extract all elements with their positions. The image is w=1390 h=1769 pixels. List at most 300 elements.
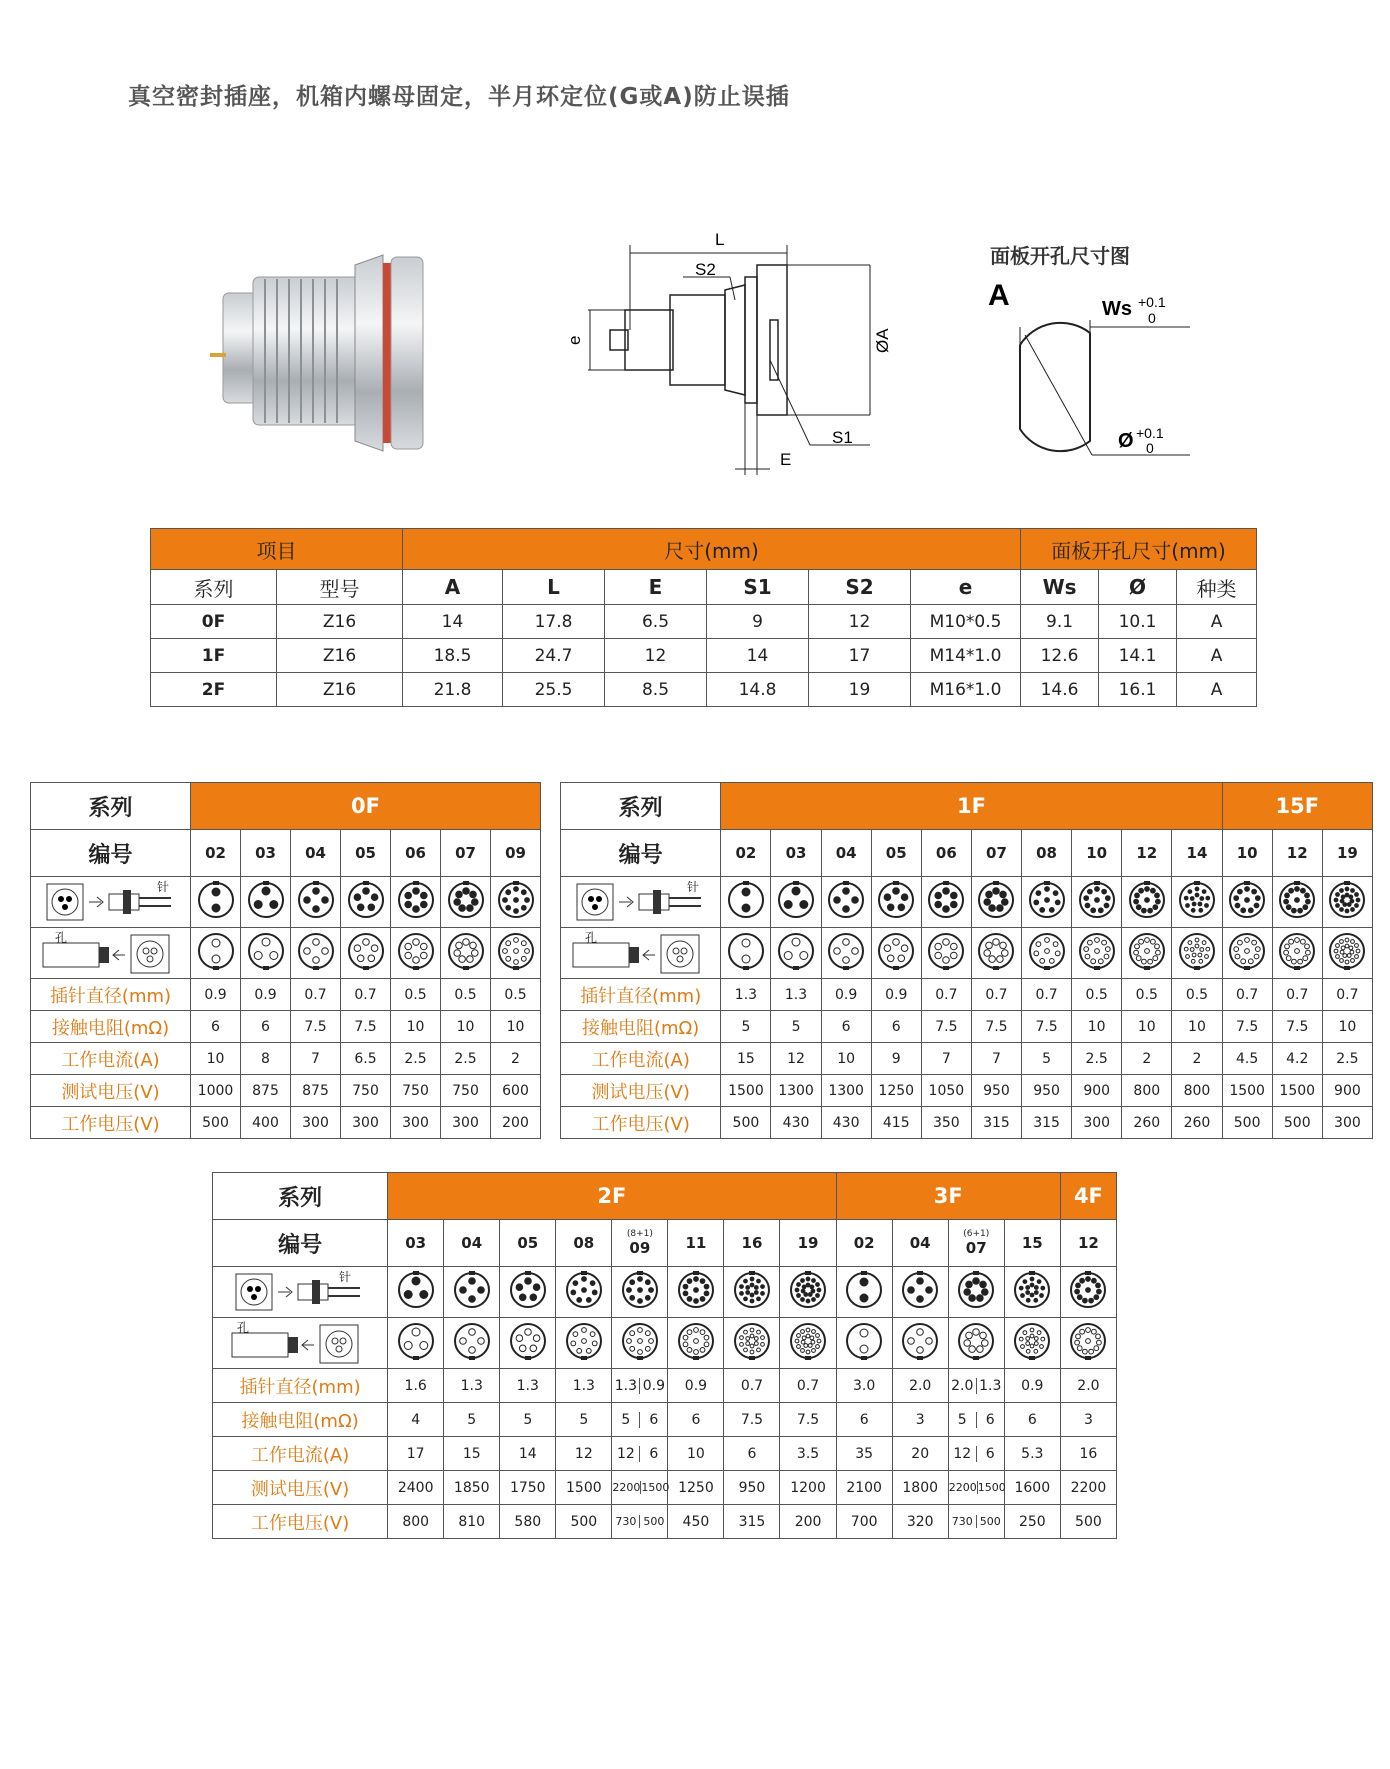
dim-label-e: e	[565, 335, 584, 345]
pin-face-cell	[892, 1267, 948, 1318]
table-cell: 700	[836, 1505, 892, 1539]
pin-face-icon	[1227, 880, 1267, 920]
table-cell: 1750	[500, 1471, 556, 1505]
socket-face-icon	[508, 1321, 548, 1361]
table-cell: 6	[821, 1011, 871, 1043]
socket-face-cell	[971, 928, 1021, 979]
pin-face-row	[561, 877, 1373, 928]
table-cell: 950	[724, 1471, 780, 1505]
table-cell: 600	[491, 1075, 541, 1107]
code-value: 06	[405, 844, 426, 862]
code-cell	[948, 1220, 1004, 1267]
pin-face-cell	[921, 877, 971, 928]
table-cell: 450	[668, 1505, 724, 1539]
socket-face-icon	[452, 1321, 492, 1361]
table-cell: 6.5	[341, 1043, 391, 1075]
table-cell: 1050	[921, 1075, 971, 1107]
table-cell: 260	[1122, 1107, 1172, 1139]
table-cell: 1250	[668, 1471, 724, 1505]
code-value: 03	[255, 844, 276, 862]
code-value: 12	[1136, 844, 1158, 862]
pin-face-cell	[1072, 877, 1122, 928]
code-cell	[500, 1220, 556, 1267]
table-cell: 2.5	[391, 1043, 441, 1075]
column-header: S1	[707, 570, 809, 605]
table-cell: 0.9	[241, 979, 291, 1011]
table-cell: 5	[556, 1403, 612, 1437]
table-cell: 14	[707, 639, 809, 673]
socket-face-icon	[726, 931, 766, 971]
code-value: 07	[965, 1238, 987, 1257]
socket-face-icon	[876, 931, 916, 971]
table-cell: 10	[191, 1043, 241, 1075]
pin-face-row	[213, 1267, 1117, 1318]
table-row	[561, 979, 1373, 1011]
column-header: E	[605, 570, 707, 605]
code-note: (6+1)	[963, 1228, 990, 1239]
table-cell: 500	[1060, 1505, 1116, 1539]
pin-face-icon	[564, 1270, 604, 1310]
pin-face-icon	[246, 880, 286, 920]
table-cell: 1.3	[444, 1369, 500, 1403]
code-value: 06	[935, 844, 957, 862]
table-cell: 950	[971, 1075, 1021, 1107]
table-cell: 1500	[721, 1075, 771, 1107]
table-cell: 7.5	[971, 1011, 1021, 1043]
socket-face-cell	[500, 1318, 556, 1369]
plug-legend-icon	[220, 1268, 380, 1316]
pin-face-cell	[556, 1267, 612, 1318]
socket-face-cell	[668, 1318, 724, 1369]
pin-face-cell	[948, 1267, 1004, 1318]
pin-face-cell	[1004, 1267, 1060, 1318]
socket-face-cell	[1122, 928, 1172, 979]
table-cell: 12.6	[1021, 639, 1099, 673]
table-cell	[948, 1403, 1004, 1437]
table-cell: 15	[444, 1437, 500, 1471]
pin-face-icon	[876, 880, 916, 920]
row-label: 测试电压(V)	[31, 1075, 191, 1107]
code-value: 10	[1236, 844, 1258, 862]
socket-face-cell	[1022, 928, 1072, 979]
table-cell: 500	[721, 1107, 771, 1139]
socket-face-icon	[620, 1321, 660, 1361]
table-cell: 300	[1072, 1107, 1122, 1139]
table-cell: 1250	[871, 1075, 921, 1107]
series-title: 15F	[1222, 783, 1372, 830]
pin-face-cell	[441, 877, 491, 928]
code-cell	[1322, 830, 1372, 877]
code-cell	[441, 830, 491, 877]
socket-face-icon	[926, 931, 966, 971]
socket-face-row	[31, 928, 541, 979]
table-cell: 300	[441, 1107, 491, 1139]
pin-face-icon	[346, 880, 386, 920]
code-cell	[668, 1220, 724, 1267]
pin-table-1f-15f	[560, 782, 1373, 1139]
code-cell	[291, 830, 341, 877]
code-note: (8+1)	[626, 1228, 653, 1239]
table-cell: 0.5	[1072, 979, 1122, 1011]
table-row	[213, 1505, 1117, 1539]
series-label: 系列	[561, 783, 721, 830]
table-row	[31, 1107, 541, 1139]
table-cell: 300	[391, 1107, 441, 1139]
table-cell: 7.5	[724, 1403, 780, 1437]
table-cell	[612, 1437, 668, 1471]
table-cell: 200	[780, 1505, 836, 1539]
pin-face-cell	[191, 877, 241, 928]
socket-face-icon	[900, 1321, 940, 1361]
table-cell: 900	[1072, 1075, 1122, 1107]
table-row	[151, 673, 1257, 707]
series-title: 2F	[388, 1173, 836, 1220]
pin-face-icon	[676, 1270, 716, 1310]
split-value: 500	[979, 1515, 1001, 1528]
code-value: 02	[853, 1234, 875, 1252]
socket-face-cell	[1272, 928, 1322, 979]
table-cell: 300	[1322, 1107, 1372, 1139]
socket-face-cell	[556, 1318, 612, 1369]
table-cell: 25.5	[503, 673, 605, 707]
dim-label-S2: S2	[695, 260, 716, 279]
code-row	[31, 830, 541, 877]
socket-face-row	[213, 1318, 1117, 1369]
series-label: 系列	[31, 783, 191, 830]
socket-face-cell	[1322, 928, 1372, 979]
pin-table-2f-3f-4f	[212, 1172, 1117, 1539]
column-header: e	[911, 570, 1021, 605]
code-value: 15	[1021, 1234, 1043, 1252]
code-cell	[391, 830, 441, 877]
table-cell: 6	[668, 1403, 724, 1437]
code-cell	[1004, 1220, 1060, 1267]
table-cell: 1500	[556, 1471, 612, 1505]
table-cell: 5	[444, 1403, 500, 1437]
table-cell	[948, 1437, 1004, 1471]
table-cell: 0.7	[291, 979, 341, 1011]
split-value: 6	[985, 1445, 995, 1462]
dim-label-S1: S1	[832, 428, 853, 447]
d-tol-down: 0	[1146, 440, 1154, 456]
table-cell: M16*1.0	[911, 673, 1021, 707]
socket-face-icon	[1027, 931, 1067, 971]
table-cell: 0.7	[1022, 979, 1072, 1011]
table-cell: 10	[1072, 1011, 1122, 1043]
socket-face-icon	[196, 931, 236, 971]
pin-face-icon	[496, 880, 536, 920]
table-cell: Z16	[277, 673, 403, 707]
table-row	[151, 605, 1257, 639]
table-cell	[948, 1369, 1004, 1403]
column-header: 系列	[151, 570, 277, 605]
code-value: 02	[735, 844, 757, 862]
code-cell	[1222, 830, 1272, 877]
code-value: 08	[573, 1234, 595, 1252]
table-cell: 1.3	[721, 979, 771, 1011]
table-cell: 315	[724, 1505, 780, 1539]
code-cell	[836, 1220, 892, 1267]
table-cell: 4.2	[1272, 1043, 1322, 1075]
table-cell: 0.5	[441, 979, 491, 1011]
split-value: 6	[649, 1411, 659, 1428]
table-cell: 4	[388, 1403, 444, 1437]
pin-face-icon	[446, 880, 486, 920]
pin-face-icon	[1127, 880, 1167, 920]
socket-face-cell	[241, 928, 291, 979]
pin-face-icon	[732, 1270, 772, 1310]
code-value: 03	[785, 844, 807, 862]
split-value: 730	[949, 1515, 977, 1528]
socket-face-cell	[771, 928, 821, 979]
pin-face-cell	[444, 1267, 500, 1318]
code-cell	[780, 1220, 836, 1267]
table-cell: 18.5	[403, 639, 503, 673]
table-cell: 2.5	[1322, 1043, 1372, 1075]
code-value: 05	[355, 844, 376, 862]
pin-face-icon	[1277, 880, 1317, 920]
table-cell: 200	[491, 1107, 541, 1139]
table-cell: 950	[1022, 1075, 1072, 1107]
socket-legend	[213, 1318, 388, 1369]
pin-face-cell	[391, 877, 441, 928]
table-cell: 0.7	[780, 1369, 836, 1403]
table-cell: 5	[500, 1403, 556, 1437]
pin-face-icon	[844, 1270, 884, 1310]
socket-face-icon	[788, 1321, 828, 1361]
socket-face-icon	[246, 931, 286, 971]
group-header-item: 项目	[151, 529, 403, 570]
pin-face-icon	[956, 1270, 996, 1310]
table-row	[213, 1471, 1117, 1505]
socket-face-icon	[346, 931, 386, 971]
pin-face-cell	[1222, 877, 1272, 928]
code-cell	[1272, 830, 1322, 877]
socket-face-icon	[296, 931, 336, 971]
code-cell	[341, 830, 391, 877]
table-cell: 250	[1004, 1505, 1060, 1539]
socket-face-cell	[892, 1318, 948, 1369]
panel-type-label: A	[988, 279, 1010, 312]
d-label: Ø	[1118, 430, 1134, 452]
table-cell: 810	[444, 1505, 500, 1539]
series-title: 0F	[191, 783, 541, 830]
table-cell: 3.5	[780, 1437, 836, 1471]
table-cell: 1.3	[771, 979, 821, 1011]
pin-label: 针	[339, 1270, 352, 1284]
table-cell: 800	[1172, 1075, 1222, 1107]
table-cell: 300	[341, 1107, 391, 1139]
table-cell: 5	[721, 1011, 771, 1043]
pin-face-icon	[976, 880, 1016, 920]
table-cell: 6	[836, 1403, 892, 1437]
table-cell: 2.0	[892, 1369, 948, 1403]
code-cell	[388, 1220, 444, 1267]
code-cell	[556, 1220, 612, 1267]
table-cell: 750	[441, 1075, 491, 1107]
table-cell: 1300	[771, 1075, 821, 1107]
plug-legend	[213, 1267, 388, 1318]
table-cell: 2	[1122, 1043, 1172, 1075]
table-cell: 8.5	[605, 673, 707, 707]
pin-face-icon	[776, 880, 816, 920]
table-cell: 430	[771, 1107, 821, 1139]
table-cell: 0.7	[1222, 979, 1272, 1011]
hole-label: 孔	[237, 1321, 250, 1335]
table-cell: 10	[1322, 1011, 1372, 1043]
table-cell: 300	[291, 1107, 341, 1139]
code-row	[561, 830, 1373, 877]
table-cell	[612, 1505, 668, 1539]
table-cell: 350	[921, 1107, 971, 1139]
ws-label: Ws	[1102, 298, 1132, 320]
group-header-cutout: 面板开孔尺寸(mm)	[1021, 529, 1257, 570]
table-cell: 2	[1172, 1043, 1222, 1075]
table-cell: 0.9	[1004, 1369, 1060, 1403]
code-cell	[444, 1220, 500, 1267]
table-cell: A	[1177, 673, 1257, 707]
split-value: 6	[649, 1445, 659, 1462]
table-cell: 5	[771, 1011, 821, 1043]
split-value: 1.3	[979, 1377, 1002, 1394]
table-cell: 5	[1022, 1043, 1072, 1075]
table-cell: 1800	[892, 1471, 948, 1505]
table-cell: 12	[771, 1043, 821, 1075]
table-cell: 0.9	[191, 979, 241, 1011]
socket-face-icon	[976, 931, 1016, 971]
table-cell: A	[1177, 605, 1257, 639]
pin-face-cell	[341, 877, 391, 928]
table-cell: A	[1177, 639, 1257, 673]
code-cell	[821, 830, 871, 877]
pin-face-cell	[836, 1267, 892, 1318]
table-cell: 2.5	[441, 1043, 491, 1075]
pin-face-icon	[1327, 880, 1367, 920]
table-cell: M14*1.0	[911, 639, 1021, 673]
pin-face-cell	[871, 877, 921, 928]
row-label: 接触电阻(mΩ)	[31, 1011, 191, 1043]
socket-face-cell	[391, 928, 441, 979]
socket-face-icon	[956, 1321, 996, 1361]
table-cell: M10*0.5	[911, 605, 1021, 639]
socket-face-cell	[1060, 1318, 1116, 1369]
table-cell: 10	[668, 1437, 724, 1471]
socket-face-cell	[1072, 928, 1122, 979]
pin-face-icon	[1027, 880, 1067, 920]
pin-label: 针	[687, 880, 700, 894]
table-row	[213, 1437, 1117, 1471]
table-cell: 2100	[836, 1471, 892, 1505]
table-row	[561, 1011, 1373, 1043]
column-header: Ws	[1021, 570, 1099, 605]
socket-face-cell	[1004, 1318, 1060, 1369]
socket-face-icon	[396, 1321, 436, 1361]
table-row	[213, 1403, 1117, 1437]
table-cell: 2	[491, 1043, 541, 1075]
table-cell: 315	[1022, 1107, 1072, 1139]
table-cell: 430	[821, 1107, 871, 1139]
row-label: 工作电压(V)	[561, 1107, 721, 1139]
table-cell: 17.8	[503, 605, 605, 639]
dimension-drawing	[565, 225, 910, 490]
socket-face-row	[561, 928, 1373, 979]
table-cell: 17	[388, 1437, 444, 1471]
table-cell: 6	[1004, 1403, 1060, 1437]
socket-face-cell	[821, 928, 871, 979]
table-cell: 500	[1222, 1107, 1272, 1139]
table-cell: 0.7	[724, 1369, 780, 1403]
table-row	[31, 1075, 541, 1107]
socket-face-cell	[191, 928, 241, 979]
pin-label: 针	[157, 880, 170, 894]
table-cell: 10	[441, 1011, 491, 1043]
table-cell: 10	[1172, 1011, 1222, 1043]
code-label: 编号	[213, 1220, 388, 1267]
split-value: 2200	[948, 1481, 977, 1494]
table-row	[31, 1043, 541, 1075]
pin-face-icon	[508, 1270, 548, 1310]
column-header: L	[503, 570, 605, 605]
code-cell	[241, 830, 291, 877]
pin-face-cell	[491, 877, 541, 928]
dim-label-E: E	[780, 450, 792, 469]
table-cell: 0.7	[971, 979, 1021, 1011]
socket-face-cell	[341, 928, 391, 979]
code-cell	[892, 1220, 948, 1267]
socket-face-cell	[1222, 928, 1272, 979]
row-label: 工作电压(V)	[31, 1107, 191, 1139]
socket-legend	[561, 928, 721, 979]
code-value: 05	[517, 1234, 539, 1252]
pin-face-icon	[620, 1270, 660, 1310]
row-label: 工作电流(A)	[213, 1437, 388, 1471]
table-cell: 750	[341, 1075, 391, 1107]
socket-face-icon	[1327, 931, 1367, 971]
table-row	[213, 1369, 1117, 1403]
table-cell: 500	[556, 1505, 612, 1539]
table-row	[561, 1107, 1373, 1139]
table-cell: 0.7	[1322, 979, 1372, 1011]
socket-face-cell	[724, 1318, 780, 1369]
socket-legend	[31, 928, 191, 979]
table-cell: 9	[707, 605, 809, 639]
table-cell: 6	[241, 1011, 291, 1043]
row-label: 测试电压(V)	[213, 1471, 388, 1505]
pin-face-icon	[726, 880, 766, 920]
socket-face-cell	[291, 928, 341, 979]
table-cell: 1850	[444, 1471, 500, 1505]
hole-label: 孔	[55, 931, 68, 945]
table-cell: 0.7	[1272, 979, 1322, 1011]
code-value: 19	[797, 1234, 819, 1252]
table-cell: 580	[500, 1505, 556, 1539]
table-cell: 0.5	[391, 979, 441, 1011]
socket-face-icon	[676, 1321, 716, 1361]
table-cell: 10	[491, 1011, 541, 1043]
table-cell: 7.5	[1272, 1011, 1322, 1043]
table-cell: 0.5	[1172, 979, 1222, 1011]
table-cell: 14	[403, 605, 503, 639]
row-label: 工作电流(A)	[31, 1043, 191, 1075]
table-cell: 1000	[191, 1075, 241, 1107]
series-row	[561, 783, 1373, 830]
table-cell: 0F	[151, 605, 277, 639]
table-cell: 24.7	[503, 639, 605, 673]
dim-label-A: ØA	[873, 328, 892, 353]
table-cell: 7	[971, 1043, 1021, 1075]
pin-face-cell	[780, 1267, 836, 1318]
connector-photo	[205, 255, 445, 455]
